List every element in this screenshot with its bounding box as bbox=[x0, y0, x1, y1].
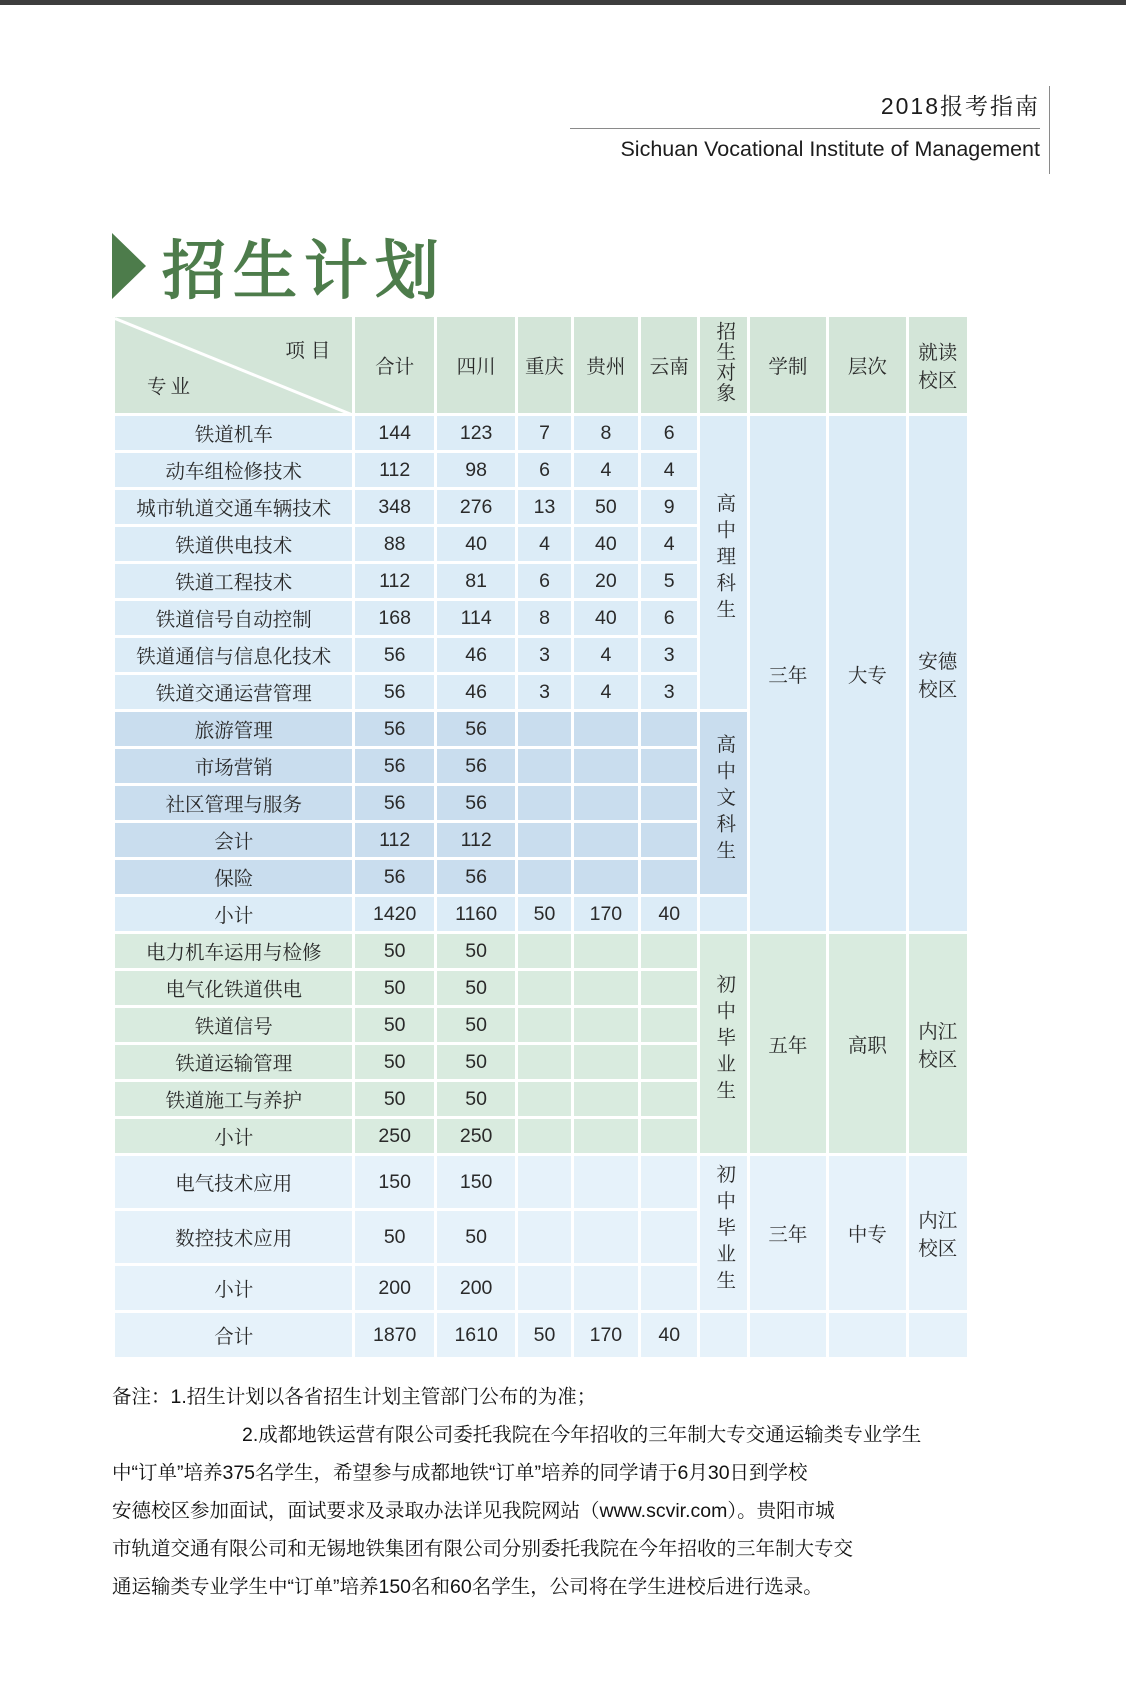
value-cell: 50 bbox=[437, 1008, 515, 1042]
value-cell: 250 bbox=[437, 1119, 515, 1153]
value-cell: 40 bbox=[641, 897, 697, 931]
table-row bbox=[115, 416, 967, 450]
value-cell bbox=[574, 823, 638, 857]
value-cell: 98 bbox=[437, 453, 515, 487]
remark-line: 通运输类专业学生中“订单”培养150名和60名学生，公司将在学生进校后进行选录。 bbox=[112, 1576, 823, 1598]
target-cell bbox=[700, 712, 746, 894]
value-cell: 150 bbox=[355, 1156, 433, 1208]
value-cell: 1160 bbox=[437, 897, 515, 931]
value-cell: 50 bbox=[518, 1313, 570, 1357]
major-cell: 电力机车运用与检修 bbox=[115, 934, 352, 968]
major-cell: 铁道工程技术 bbox=[115, 564, 352, 598]
header-sichuan: 四川 bbox=[437, 317, 515, 413]
value-cell: 56 bbox=[355, 638, 433, 672]
major-cell: 城市轨道交通车辆技术 bbox=[115, 490, 352, 524]
value-cell: 50 bbox=[574, 490, 638, 524]
value-cell: 40 bbox=[574, 601, 638, 635]
major-cell: 合计 bbox=[115, 1313, 352, 1357]
value-cell bbox=[518, 1008, 570, 1042]
value-cell: 8 bbox=[518, 601, 570, 635]
major-cell: 小计 bbox=[115, 1266, 352, 1310]
value-cell: 50 bbox=[518, 897, 570, 931]
major-cell: 市场营销 bbox=[115, 749, 352, 783]
remarks-block bbox=[112, 1378, 936, 1606]
value-cell: 6 bbox=[641, 416, 697, 450]
value-cell: 56 bbox=[355, 712, 433, 746]
value-cell: 348 bbox=[355, 490, 433, 524]
value-cell: 56 bbox=[355, 786, 433, 820]
target-cell bbox=[700, 934, 746, 1153]
major-cell: 电气化铁道供电 bbox=[115, 971, 352, 1005]
campus-cell: 内江校区 bbox=[909, 934, 967, 1153]
value-cell bbox=[641, 712, 697, 746]
target-cell-text: 初中毕业生 bbox=[713, 1163, 736, 1297]
value-cell bbox=[641, 1045, 697, 1079]
value-cell: 50 bbox=[355, 1008, 433, 1042]
value-cell: 50 bbox=[355, 1045, 433, 1079]
target-cell bbox=[700, 897, 746, 931]
value-cell: 50 bbox=[437, 1211, 515, 1263]
target-cell-text: 高中理科生 bbox=[713, 493, 736, 626]
value-cell: 112 bbox=[355, 453, 433, 487]
value-cell: 170 bbox=[574, 897, 638, 931]
schooling-cell: 五年 bbox=[750, 934, 826, 1153]
value-cell bbox=[641, 971, 697, 1005]
value-cell bbox=[574, 860, 638, 894]
table-row bbox=[115, 934, 967, 968]
value-cell: 9 bbox=[641, 490, 697, 524]
level-cell bbox=[829, 1313, 905, 1357]
schooling-cell bbox=[750, 1313, 826, 1357]
masthead-vertical-rule bbox=[1049, 86, 1050, 174]
value-cell: 46 bbox=[437, 638, 515, 672]
page-title: 招生计划 bbox=[162, 235, 446, 307]
major-cell: 数控技术应用 bbox=[115, 1211, 352, 1263]
value-cell: 3 bbox=[518, 675, 570, 709]
major-cell: 会计 bbox=[115, 823, 352, 857]
target-cell-text: 高中文科生 bbox=[713, 733, 736, 867]
value-cell: 56 bbox=[437, 860, 515, 894]
value-cell bbox=[574, 712, 638, 746]
major-cell: 动车组检修技术 bbox=[115, 453, 352, 487]
value-cell bbox=[641, 1008, 697, 1042]
major-cell: 电气技术应用 bbox=[115, 1156, 352, 1208]
value-cell bbox=[641, 1211, 697, 1263]
top-edge-bar bbox=[0, 0, 1126, 5]
triangle-bullet-icon bbox=[112, 233, 146, 299]
header-major-label: 专业 bbox=[147, 376, 195, 398]
value-cell: 276 bbox=[437, 490, 515, 524]
header-campus: 就读校区 bbox=[909, 317, 967, 413]
value-cell: 50 bbox=[437, 1082, 515, 1116]
value-cell: 1610 bbox=[437, 1313, 515, 1357]
value-cell: 40 bbox=[641, 1313, 697, 1357]
value-cell bbox=[574, 971, 638, 1005]
level-cell: 大专 bbox=[829, 416, 905, 931]
value-cell: 50 bbox=[437, 1045, 515, 1079]
table-row bbox=[115, 1313, 967, 1357]
value-cell bbox=[518, 1266, 570, 1310]
header-level: 层次 bbox=[829, 317, 905, 413]
value-cell bbox=[641, 1082, 697, 1116]
value-cell: 50 bbox=[437, 934, 515, 968]
value-cell: 40 bbox=[574, 527, 638, 561]
header-yunnan: 云南 bbox=[641, 317, 697, 413]
major-cell: 铁道交通运营管理 bbox=[115, 675, 352, 709]
value-cell: 6 bbox=[518, 453, 570, 487]
major-cell: 铁道供电技术 bbox=[115, 527, 352, 561]
value-cell: 7 bbox=[518, 416, 570, 450]
value-cell: 4 bbox=[641, 527, 697, 561]
value-cell: 88 bbox=[355, 527, 433, 561]
value-cell: 4 bbox=[574, 453, 638, 487]
value-cell: 20 bbox=[574, 564, 638, 598]
value-cell: 250 bbox=[355, 1119, 433, 1153]
value-cell bbox=[518, 971, 570, 1005]
header-target-label: 招生对象 bbox=[713, 321, 736, 403]
value-cell: 56 bbox=[437, 712, 515, 746]
value-cell: 81 bbox=[437, 564, 515, 598]
remark-line: 市轨道交通有限公司和无锡地铁集团有限公司分别委托我院在今年招收的三年制大专交 bbox=[112, 1538, 854, 1560]
campus-cell bbox=[909, 1313, 967, 1357]
table-row bbox=[115, 1156, 967, 1208]
value-cell: 144 bbox=[355, 416, 433, 450]
value-cell: 50 bbox=[355, 934, 433, 968]
major-cell: 社区管理与服务 bbox=[115, 786, 352, 820]
value-cell: 50 bbox=[355, 1211, 433, 1263]
major-cell: 小计 bbox=[115, 897, 352, 931]
header-item-label: 项目 bbox=[285, 340, 337, 362]
value-cell bbox=[641, 749, 697, 783]
value-cell: 56 bbox=[437, 749, 515, 783]
masthead-guide-title: 2018报考指南 bbox=[880, 93, 1040, 119]
value-cell bbox=[518, 1119, 570, 1153]
page-title-block bbox=[112, 220, 446, 312]
level-cell: 中专 bbox=[829, 1156, 905, 1310]
value-cell bbox=[574, 1082, 638, 1116]
enrollment-table-body bbox=[115, 416, 967, 1357]
major-cell: 旅游管理 bbox=[115, 712, 352, 746]
remark-line: 备注：1.招生计划以各省招生计划主管部门公布的为准； bbox=[112, 1386, 597, 1408]
value-cell: 6 bbox=[518, 564, 570, 598]
target-cell bbox=[700, 1313, 746, 1357]
value-cell bbox=[574, 1119, 638, 1153]
value-cell: 8 bbox=[574, 416, 638, 450]
target-cell bbox=[700, 1156, 746, 1310]
value-cell: 50 bbox=[355, 1082, 433, 1116]
table-header-row bbox=[115, 317, 967, 413]
value-cell: 46 bbox=[437, 675, 515, 709]
major-cell: 铁道施工与养护 bbox=[115, 1082, 352, 1116]
header-total: 合计 bbox=[355, 317, 433, 413]
major-cell: 铁道信号自动控制 bbox=[115, 601, 352, 635]
value-cell bbox=[518, 1211, 570, 1263]
value-cell bbox=[574, 1008, 638, 1042]
value-cell: 4 bbox=[641, 453, 697, 487]
value-cell bbox=[518, 1045, 570, 1079]
value-cell bbox=[574, 1211, 638, 1263]
value-cell bbox=[518, 712, 570, 746]
value-cell: 4 bbox=[574, 638, 638, 672]
header-chongqing: 重庆 bbox=[518, 317, 570, 413]
value-cell bbox=[574, 786, 638, 820]
major-cell: 铁道信号 bbox=[115, 1008, 352, 1042]
masthead-institute-name: Sichuan Vocational Institute of Management bbox=[620, 137, 1040, 161]
major-cell: 铁道通信与信息化技术 bbox=[115, 638, 352, 672]
campus-cell: 内江校区 bbox=[909, 1156, 967, 1310]
value-cell: 112 bbox=[355, 823, 433, 857]
remark-line: 中“订单”培养375名学生，希望参与成都地铁“订单”培养的同学请于6月30日到学校 bbox=[112, 1462, 808, 1484]
value-cell bbox=[574, 1156, 638, 1208]
value-cell bbox=[518, 749, 570, 783]
value-cell: 50 bbox=[355, 971, 433, 1005]
value-cell: 3 bbox=[518, 638, 570, 672]
value-cell: 200 bbox=[355, 1266, 433, 1310]
target-cell-text: 初中毕业生 bbox=[713, 974, 736, 1107]
value-cell: 56 bbox=[355, 860, 433, 894]
value-cell: 4 bbox=[518, 527, 570, 561]
value-cell: 50 bbox=[437, 971, 515, 1005]
value-cell: 56 bbox=[437, 786, 515, 820]
value-cell: 168 bbox=[355, 601, 433, 635]
value-cell: 13 bbox=[518, 490, 570, 524]
value-cell: 3 bbox=[641, 675, 697, 709]
major-cell: 保险 bbox=[115, 860, 352, 894]
level-cell: 高职 bbox=[829, 934, 905, 1153]
value-cell bbox=[518, 860, 570, 894]
value-cell: 150 bbox=[437, 1156, 515, 1208]
value-cell bbox=[641, 1266, 697, 1310]
value-cell: 1420 bbox=[355, 897, 433, 931]
value-cell: 4 bbox=[574, 675, 638, 709]
major-cell: 铁道机车 bbox=[115, 416, 352, 450]
remark-line: 2.成都地铁运营有限公司委托我院在今年招收的三年制大专交通运输类专业学生 bbox=[242, 1424, 922, 1446]
value-cell bbox=[518, 1082, 570, 1116]
header-guizhou: 贵州 bbox=[574, 317, 638, 413]
value-cell: 114 bbox=[437, 601, 515, 635]
value-cell bbox=[574, 1045, 638, 1079]
header-schooling: 学制 bbox=[750, 317, 826, 413]
value-cell bbox=[641, 934, 697, 968]
campus-cell: 安德校区 bbox=[909, 416, 967, 931]
target-cell bbox=[700, 416, 746, 709]
value-cell bbox=[641, 786, 697, 820]
major-cell: 铁道运输管理 bbox=[115, 1045, 352, 1079]
value-cell bbox=[574, 934, 638, 968]
value-cell: 3 bbox=[641, 638, 697, 672]
value-cell bbox=[574, 1266, 638, 1310]
value-cell bbox=[518, 823, 570, 857]
value-cell bbox=[518, 1156, 570, 1208]
value-cell bbox=[641, 1156, 697, 1208]
schooling-cell: 三年 bbox=[750, 416, 826, 931]
value-cell: 112 bbox=[437, 823, 515, 857]
value-cell bbox=[641, 1119, 697, 1153]
value-cell: 170 bbox=[574, 1313, 638, 1357]
value-cell: 56 bbox=[355, 749, 433, 783]
masthead bbox=[520, 88, 1040, 162]
enrollment-plan-table bbox=[112, 314, 970, 1360]
value-cell: 200 bbox=[437, 1266, 515, 1310]
value-cell bbox=[641, 860, 697, 894]
value-cell: 123 bbox=[437, 416, 515, 450]
value-cell: 112 bbox=[355, 564, 433, 598]
value-cell: 40 bbox=[437, 527, 515, 561]
value-cell bbox=[574, 749, 638, 783]
value-cell bbox=[518, 786, 570, 820]
value-cell bbox=[518, 934, 570, 968]
value-cell: 5 bbox=[641, 564, 697, 598]
value-cell bbox=[641, 823, 697, 857]
remark-line: 安德校区参加面试，面试要求及录取办法详见我院网站（www.scvir.com）。贵阳市城 bbox=[112, 1500, 835, 1522]
header-target bbox=[700, 317, 746, 413]
schooling-cell: 三年 bbox=[750, 1156, 826, 1310]
value-cell: 6 bbox=[641, 601, 697, 635]
value-cell: 56 bbox=[355, 675, 433, 709]
major-cell: 小计 bbox=[115, 1119, 352, 1153]
value-cell: 1870 bbox=[355, 1313, 433, 1357]
diagonal-header-cell bbox=[115, 317, 352, 413]
